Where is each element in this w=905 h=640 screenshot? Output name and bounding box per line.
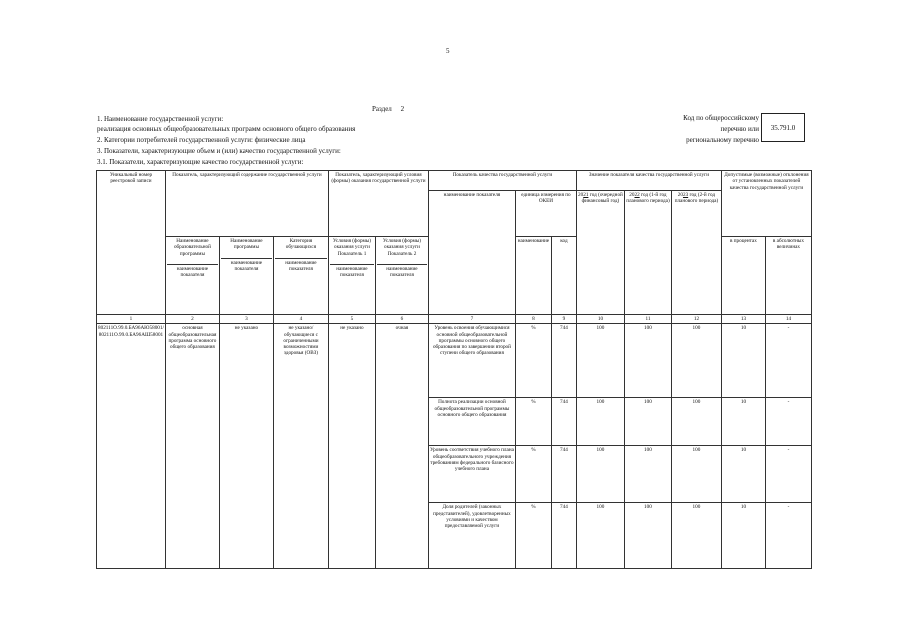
subheader-absolute: в абсолютных величинах — [765, 237, 811, 315]
row-value-1: 100 — [576, 503, 624, 569]
row-value-1: 100 — [576, 398, 624, 446]
indicators-heading: 3. Показатели, характеризующие объем и (или) качество государственной услуги: — [97, 147, 341, 155]
row-indicator-name: Доля родителей (законных представителей), удовлетворенных условиями и качеством предоставляемой услуги — [428, 503, 515, 569]
row-indicator-name: Уровень освоения обучающимися основной общеобразовательной программы основного общего образования по завершении второй ступени общего образования — [428, 324, 515, 398]
registry-code-box: 35.791.0 — [761, 113, 805, 142]
subheader-category: Категория обучающихся наименование показателя — [273, 237, 328, 315]
row-unit: % — [515, 446, 551, 503]
subheader-category-caption: наименование показателя — [275, 258, 327, 273]
row-indicator-name: Полнота реализации основной общеобразовательной программы основного общего образования — [428, 398, 515, 446]
col-number: 11 — [624, 315, 671, 324]
col-number: 5 — [328, 315, 375, 324]
row-value-3: 100 — [671, 446, 721, 503]
subheader-unit-name: наименование — [515, 237, 551, 315]
subheader-program-caption: наименование показателя — [221, 258, 272, 273]
row-value-2: 100 — [624, 398, 671, 446]
subheader-condition-2: Условия (формы) оказания услуги Показатель 2 наименование показателя — [375, 237, 428, 315]
header-indicator-name: наименование показателя — [428, 191, 515, 315]
row-value-2: 100 — [624, 446, 671, 503]
row-deviation-percent: 10 — [721, 398, 765, 446]
code-label-2: перечню или — [720, 125, 759, 133]
row-value-3: 100 — [671, 398, 721, 446]
col-number: 4 — [273, 315, 328, 324]
record-condition-2: очная — [375, 324, 428, 569]
row-value-1: 100 — [576, 324, 624, 398]
column-number-row — [97, 315, 812, 324]
row-value-2: 100 — [624, 324, 671, 398]
record-condition-1: не указано — [328, 324, 375, 569]
quality-indicators-heading: 3.1. Показатели, характеризующие качество государственной услуги: — [97, 158, 304, 166]
header-year-3: 2023 год (2-й год планового периода) — [671, 191, 721, 315]
section-heading — [372, 105, 404, 113]
col-number: 3 — [219, 315, 273, 324]
col-number: 10 — [576, 315, 624, 324]
row-unit-code: 744 — [551, 324, 576, 398]
record-prog: не указано — [219, 324, 273, 569]
row-deviation-absolute: - — [765, 324, 811, 398]
section-number: 2 — [400, 105, 405, 113]
row-value-3: 100 — [671, 503, 721, 569]
row-unit: % — [515, 324, 551, 398]
col-number: 12 — [671, 315, 721, 324]
row-deviation-absolute: - — [765, 446, 811, 503]
subheader-unit-code: код — [551, 237, 576, 315]
col-number: 2 — [165, 315, 219, 324]
header-allowed-deviation: Допустимые (возможные) отклонения от установленных показателей качества государственной услуги — [721, 171, 811, 237]
code-label-1: Код по общероссийскому — [683, 114, 759, 122]
row-unit-code: 744 — [551, 398, 576, 446]
header-unique-number: Уникальный номер реестровой записи — [97, 171, 166, 315]
col-number: 8 — [515, 315, 551, 324]
row-value-2: 100 — [624, 503, 671, 569]
subheader-percent: в процентах — [721, 237, 765, 315]
row-deviation-percent: 10 — [721, 503, 765, 569]
subheader-condition-2-caption: наименование показателя — [377, 264, 427, 279]
service-name-value: реализация основных общеобразовательных программ основного общего образования — [97, 125, 356, 133]
row-deviation-percent: 10 — [721, 446, 765, 503]
code-label-3: региональному перечню — [686, 136, 759, 144]
row-value-1: 100 — [576, 446, 624, 503]
col-number: 14 — [765, 315, 811, 324]
page-number: 5 — [446, 47, 450, 55]
record-id: 802111О.99.0.БА96АЮ58001/ 802111О.99.0.БА96АШ58001 — [97, 324, 166, 569]
record-program: основная общеобразовательная программа основного общего образования — [165, 324, 219, 569]
service-name-label: 1. Наименование государственной услуги: — [97, 115, 224, 123]
row-indicator-name: Уровень соответствия учебного плана общеобразовательного учреждения требованиям федерального базисного учебного плана — [428, 446, 515, 503]
header-conditions-indicator: Показатель, характеризующий условия (формы) оказания государственной услуги — [328, 171, 428, 237]
table-row — [97, 324, 812, 398]
row-value-3: 100 — [671, 324, 721, 398]
row-unit-code: 744 — [551, 503, 576, 569]
col-number: 6 — [375, 315, 428, 324]
quality-indicators-table — [96, 170, 812, 569]
year-2-suffix: 22 — [634, 192, 640, 198]
subheader-condition-1: Условия (формы) оказания услуги Показатель 1 наименование показателя — [328, 237, 375, 315]
record-category: не указано/ обучающиеся с ограниченными возможностями здоровья (ОВЗ) — [273, 324, 328, 569]
row-unit-code: 744 — [551, 446, 576, 503]
col-number: 13 — [721, 315, 765, 324]
year-3-suffix: 23 — [682, 192, 689, 198]
year-1-suffix: 21 — [583, 192, 589, 198]
header-quality-indicator: Показатель качества государственной услуги — [428, 171, 576, 191]
header-content-indicator: Показатель, характеризующий содержание государственной услуги — [165, 171, 328, 237]
header-indicator-value: Значение показателя качества государственной услуги — [576, 171, 721, 191]
header-unit: единица измерения по ОКЕИ — [515, 191, 576, 237]
row-deviation-absolute: - — [765, 398, 811, 446]
col-number: 1 — [97, 315, 166, 324]
row-deviation-absolute: - — [765, 503, 811, 569]
consumer-category: 2. Категории потребителей государственной услуги: физические лица — [97, 136, 306, 144]
section-label: Раздел — [372, 105, 392, 113]
subheader-program: Наименование программы наименование показателя — [219, 237, 273, 315]
header-year-2: 2022 год (1-й год планового периода) — [624, 191, 671, 315]
row-unit: % — [515, 398, 551, 446]
subheader-condition-1-caption: наименование показателя — [330, 264, 374, 279]
row-deviation-percent: 10 — [721, 324, 765, 398]
subheader-program-name-caption: наименование показателя — [167, 264, 218, 279]
row-unit: % — [515, 503, 551, 569]
col-number: 7 — [428, 315, 515, 324]
subheader-program-name: Наименование образовательной программы наименование показателя — [165, 237, 219, 315]
header-year-1: 2021 год (очередной финансовый год) — [576, 191, 624, 315]
col-number: 9 — [551, 315, 576, 324]
